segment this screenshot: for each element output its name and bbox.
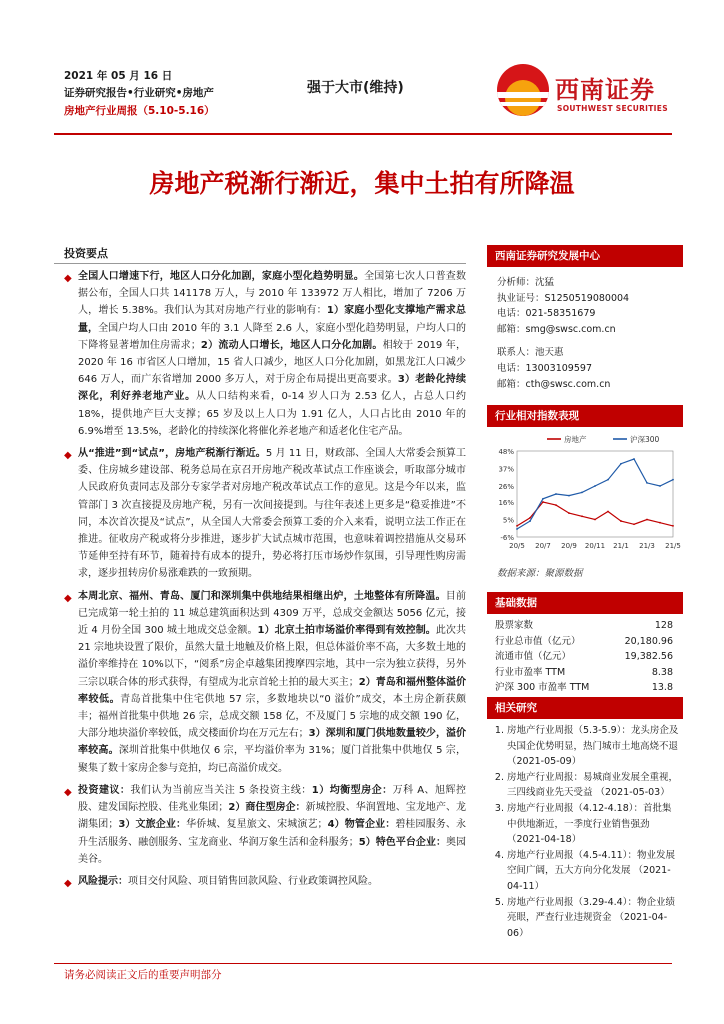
chart-box-title: 行业相对指数表现 [487, 405, 683, 427]
basic-data-value: 20,180.96 [624, 635, 673, 647]
data-point [646, 519, 648, 521]
body-paragraph [64, 782, 466, 868]
series-line-real-estate [517, 502, 673, 526]
data-point [581, 515, 583, 517]
bold-text: 4）物管企业： [327, 819, 396, 831]
body-text: 我们认为当前应当关注 5 条投资主线： [130, 784, 312, 796]
body-text: 全国第七次人口普查数据公布，全国人口共 141178 万人，与 2010 年 133972 万人相比，增加了 7206 万人，增长 5.38%。我们认为其对房地产行业的影响有： [78, 271, 467, 317]
data-point [555, 493, 557, 495]
basic-data-row [495, 634, 673, 650]
chart-box [487, 405, 683, 579]
bold-text: 3）老龄化持续深化，利好养老地产业。 [78, 374, 466, 403]
body-text: 奥园美谷。 [78, 836, 467, 865]
report-weekly-title: 房地产行业周报（5.10-5.16） [64, 105, 215, 117]
legend-label: 沪深300 [630, 435, 660, 444]
report-date: 2021 年 05 月 16 日 [64, 70, 173, 82]
basic-data-value: 128 [654, 620, 673, 631]
y-tick-label: 48% [498, 448, 514, 456]
footer-disclaimer[interactable]: 请务必阅读正文后的重要声明部分 [64, 969, 222, 981]
body-paragraph [64, 268, 466, 440]
data-point [516, 528, 518, 530]
data-point [620, 520, 622, 522]
analyst-email[interactable]: 邮箱：smg@swsc.com.cn [497, 323, 616, 335]
analyst-box-title: 西南证券研究发展中心 [487, 245, 683, 267]
logo-sun-icon [497, 64, 549, 116]
data-point [555, 504, 557, 506]
section-heading: 投资要点 [64, 247, 108, 260]
y-tick-label: 26% [498, 483, 514, 492]
basic-data-key: 沪深 300 市盈率 TTM [495, 682, 590, 694]
company-logo [497, 64, 677, 120]
data-point [659, 522, 661, 524]
body-text: 华侨城、复星旅文、宋城演艺； [186, 819, 328, 831]
basic-data-value: 8.38 [651, 666, 673, 678]
logo-name-en: SOUTHWEST SECURITIES [557, 104, 668, 113]
body-text: 5 月 11 日，财政部、全国人大常委会预算工委、住房城乡建设部、税务总局在京召开房地产税改革试点工作座谈会，听取部分城市人民政府负责同志及部分专家学者对房地产税改革试点工作的意见。这是今年以来，监管部门 3 次直接提及房地产税，另有一次间接提到。与往年表述上更多是“稳妥推进”不同，本次首次提及“试点”，从全国人大常委会预算工委的介入来看，说明立法工作正在推进。征收房产税或将分步推进，逐步扩大试点城市范围，也意味着调控措施从交易环节延伸至持有环节，随着持有成本的提升，势必将打压市场炒作氛围，引导理性购房需求，逐步扭转房价易涨难跌的一致预期。 [78, 448, 466, 580]
body-text: 新城控股、华润置地、宝龙地产、龙湖集团； [78, 802, 466, 831]
bold-text: 1）北京土拍市场溢价率得到有效控制。 [257, 625, 436, 637]
bold-text: 从“推进”到“试点”，房地产税渐行渐近。 [78, 448, 266, 460]
data-point [659, 485, 661, 487]
series-line-csi300 [517, 459, 673, 529]
body-paragraph [64, 873, 466, 890]
bold-text: 全国人口增速下行，地区人口分化加剧，家庭小型化趋势明显。 [78, 271, 365, 282]
y-tick-label: -6% [500, 534, 514, 542]
body-text: 目前已完成第一轮土拍的 11 城总建筑面积达到 4309 万平，总成交金额达 5056 亿元，接近 4 月份全国 300 城土地成交总金额。 [78, 590, 467, 637]
chart-plot-area [517, 451, 673, 537]
data-point [568, 495, 570, 497]
data-point [620, 463, 622, 465]
x-tick-label: 21/1 [613, 542, 629, 550]
basic-data-title: 基础数据 [487, 592, 683, 614]
research-title: 相关研究 [487, 697, 683, 719]
contact-phone: 电话：13003109597 [497, 362, 592, 374]
bold-text: 2）商住型房企： [228, 802, 306, 814]
data-point [594, 519, 596, 521]
research-item[interactable]: 4. 房地产行业周报（4.5-4.11）：物业发展空间广阔，五大方向分化发展 （2021-04-11） [507, 848, 679, 895]
bullet-icon: ◆ [64, 592, 72, 604]
basic-data-key: 行业市盈率 TTM [495, 666, 566, 678]
data-point [633, 523, 635, 525]
y-tick-label: 16% [498, 498, 514, 507]
bold-text: 5）特色平台企业： [358, 836, 446, 848]
x-tick-label: 20/11 [584, 542, 606, 550]
analyst-phone: 电话：021-58351679 [497, 308, 596, 320]
contact-name: 联系人：池天惠 [497, 347, 564, 359]
research-item[interactable]: 3. 房地产行业周报（4.12-4.18）：首批集中供地渐近，一季度行业销售强劲 （2021-04-18） [507, 801, 679, 848]
body-text: 此次共 21 宗地块设置了限价，虽然大量土地触及价格上限，但总体溢价率不高，大多数土地的溢价率维持在 10%以下，“阅系”房企卓越集团搜摩四宗地，其中一宗为独立获得，另外三宗以联合体的形式获得，有望成为北京首轮土拍的最大买主； [78, 625, 466, 688]
data-point [529, 517, 531, 519]
research-item[interactable]: 1. 房地产行业周报（5.3-5.9）：龙头房企及央国企优势明显，热门城市土地高烧不退 （2021-05-09） [507, 723, 679, 770]
analyst-name: 分析师：沈猛 [497, 277, 555, 288]
research-list [493, 723, 679, 941]
body-text: 碧桂园服务、永升生活服务、融创服务、宝龙商业、华润万象生活和金科服务； [78, 819, 466, 848]
report-category: 证券研究报告•行业研究•房地产 [64, 87, 214, 99]
y-tick-label: 37% [498, 465, 514, 474]
data-point [594, 485, 596, 487]
research-box [487, 697, 683, 941]
basic-data-key: 流通市值（亿元） [495, 651, 572, 663]
data-point [672, 525, 674, 527]
bold-text: 风险提示： [78, 875, 128, 887]
header-divider [54, 133, 672, 135]
body-text: 相较于 2019 年，2020 年 16 市省区人口增加，15 省人口减少，地区人口分化加剧，如黑龙江人口减少 646 万人，而广东省增加 2000 多万人，对于房企布局提出更高要求。 [78, 339, 466, 386]
main-content [64, 268, 466, 895]
logo-name-cn: 西南证券 [555, 75, 655, 104]
body-text: 青岛首批集中住宅供地 57 宗，多数地块以“0 溢价”成交，本土房企新获颇丰；福州首批集中供地 26 宗，总成交额 158 亿，不及厦门 5 宗地的成交额 190 亿，大部分地块溢价率较低，成交楼面价均在万元左右； [78, 693, 467, 740]
analyst-box [487, 245, 683, 392]
footer-divider [54, 963, 672, 964]
bullet-icon: ◆ [64, 273, 72, 284]
body-paragraph [64, 588, 466, 777]
rating: 强于大市(维持) [307, 80, 404, 96]
x-tick-label: 21/5 [665, 542, 681, 550]
legend-label: 房地产 [564, 435, 587, 444]
contact-email[interactable]: 邮箱：cth@swsc.com.cn [497, 378, 611, 390]
basic-data-key: 行业总市值（亿元） [495, 635, 581, 647]
bold-text: 1）家庭小型化支撑地产需求总量， [78, 305, 466, 334]
data-point [607, 479, 609, 481]
bullet-icon: ◆ [64, 877, 72, 889]
analyst-license: 执业证号：S1250519080004 [497, 292, 630, 304]
body-text: 从人口结构来看，0-14 岁人口为 2.53 亿人，占总人口约 18%，提供地产巨大支撑；65 岁及以上人口为 1.91 亿人，人口占比由 2010 年的 6.9%增至 13.5%，老龄化的持续深化将催化养老地产和适老化住宅产品。 [78, 391, 467, 437]
basic-data-row [495, 618, 673, 634]
bold-text: 3）文旅企业： [118, 819, 187, 831]
data-point [607, 511, 609, 513]
bold-text: 1）均衡型房企： [311, 784, 393, 796]
research-item[interactable]: 5. 房地产行业周报（3.29-4.4）：物企业绩亮眼，严查行业违规资金 （2021-04-06） [507, 895, 679, 942]
body-paragraph [64, 445, 466, 583]
basic-data-row [495, 665, 673, 681]
body-text: 项目交付风险、项目销售回款风险、行业政策调控风险。 [128, 875, 378, 887]
chart-source: 数据来源：聚源数据 [497, 568, 583, 579]
basic-data-value: 19,382.56 [624, 651, 673, 663]
body-text: 全国户均人口由 2010 年的 3.1 人降至 2.6 人，家庭小型化趋势明显，户均人口的下降将显著增加住房需求； [78, 322, 467, 351]
bullet-icon: ◆ [64, 786, 72, 798]
bold-text: 投资建议： [78, 784, 131, 796]
basic-data-table [495, 618, 673, 696]
section-divider [54, 263, 466, 264]
data-point [542, 498, 544, 500]
data-point [529, 520, 531, 522]
report-title: 房地产税渐行渐近，集中土拍有所降温 [149, 169, 575, 198]
basic-data-box [487, 592, 683, 696]
x-tick-label: 21/3 [639, 542, 655, 550]
x-tick-label: 20/5 [509, 542, 525, 550]
y-tick-label: 5% [502, 516, 514, 525]
data-point [646, 482, 648, 484]
data-point [581, 492, 583, 494]
relative-index-chart [487, 427, 683, 557]
basic-data-key: 股票家数 [495, 620, 534, 631]
bold-text: 本周北京、福州、青岛、厦门和深圳集中供地结果相继出炉，土地整体有所降温。 [78, 590, 446, 602]
data-point [542, 501, 544, 503]
basic-data-row [495, 680, 673, 696]
data-point [672, 479, 674, 481]
bold-text: 2）青岛和福州整体溢价率较低。 [78, 676, 467, 705]
bullet-icon: ◆ [64, 450, 72, 462]
research-item[interactable]: 2. 房地产行业周报：易城商业发展全重视，三四线商业先天受益 （2021-05-03） [507, 770, 679, 801]
body-text: 万科 A、旭辉控股、建发国际控股、佳兆业集团； [78, 784, 466, 814]
basic-data-row [495, 649, 673, 665]
bold-text: 3）深圳和厦门供地数量较少，溢价率较高。 [78, 728, 467, 757]
body-text: 深圳首批集中供地仅 6 宗，平均溢价率为 31%；厦门首批集中供地仅 5 宗，聚集了数十家房企参与竞拍，均已高溢价成交。 [78, 745, 466, 774]
bold-text: 2）流动人口增长，地区人口分化加剧。 [200, 339, 383, 351]
x-tick-label: 20/9 [561, 542, 577, 550]
data-point [568, 512, 570, 514]
x-tick-label: 20/7 [535, 542, 551, 550]
data-point [516, 525, 518, 527]
basic-data-value: 13.8 [651, 682, 673, 694]
data-point [633, 458, 635, 460]
